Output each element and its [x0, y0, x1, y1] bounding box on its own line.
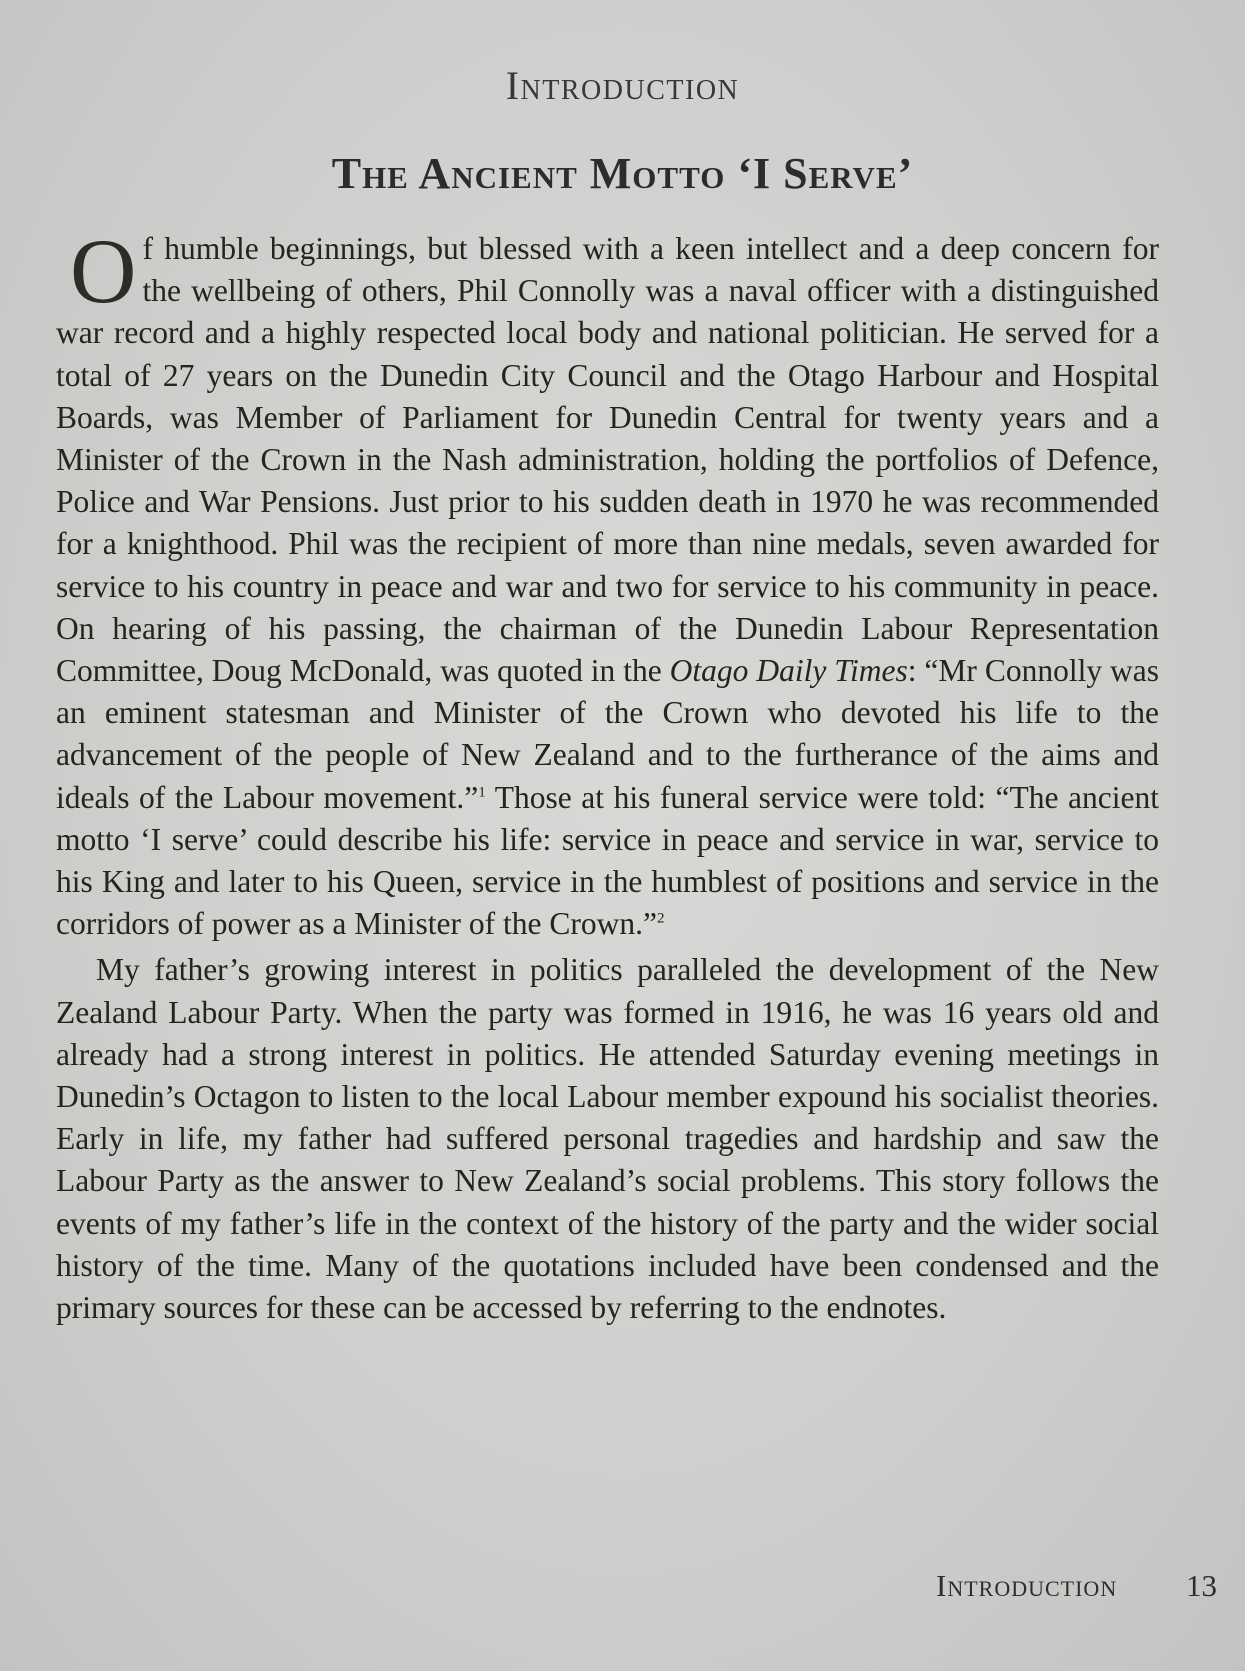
footer-running-title: Introduction [936, 1568, 1118, 1603]
page-footer [0, 1568, 1245, 1608]
paragraph-1-text-a: f humble beginnings, but blessed with a keen intellect and a deep concern for the wellbeing of others, Phil Connolly was a naval officer with a distinguished war record and a highly respected local body and national politician. He served for a total of 27 years on the Dunedin City Council and the Otago Harbour and Hospital Boards, was Member of Parliament for Dunedin Central for twenty years and a Minister of the Crown in the Nash administration, holding the portfolios of Defence, Police and War Pensions. Just prior to his sudden death in 1970 he was recommended for a knighthood. Phil was the recipient of more than nine medals, seven awarded for service to his country in peace and war and two for service to his community in peace. On hearing of his passing, the chairman of the Dunedin Labour Representation Committee, Doug McDonald, was quoted in the [56, 231, 1159, 689]
chapter-title: The Ancient Motto ‘I Serve’ [331, 149, 914, 198]
drop-cap: O [70, 220, 137, 322]
running-head: Introduction [505, 63, 740, 108]
page-number: 13 [1186, 1568, 1217, 1603]
paragraph-1-text-c: Those at his funeral service were told: “The ancient motto ‘I serve’ could describe his life: service in peace and service in war, service to his King and later to his Queen, service in the humblest of positions and service in the corridors of power as a Minister of the Crown.” [56, 779, 1159, 942]
footnote-ref-2[interactable]: 2 [656, 910, 665, 927]
body-text [56, 220, 1160, 1329]
paragraph-1 [56, 220, 1160, 945]
paragraph-1-text-b: : “Mr Connolly was an eminent statesman and Minister of the Crown who devoted his life to the advancement of the people of New Zealand and to the furtherance of the aims and ideals of the Labour movement.” [56, 653, 1160, 815]
paragraph-2: My father’s growing interest in politics paralleled the development of the New Zealand Labour Party. When the party was formed in 1916, he was 16 years old and already had a strong interest in politics. He attended Saturday evening meetings in Dunedin’s Octagon to listen to the local Labour member expound his socialist theories. Early in life, my father had suffered personal tragedies and hardship and saw the Labour Party as the answer to New Zealand’s social problems. This story follows the events of my father’s life in the context of the history of the party and the wider social history of the time. Many of the quotations included have been condensed and the primary sources for these can be accessed by referring to the endnotes. [56, 952, 1159, 1326]
newspaper-title: Otago Daily Times [669, 653, 908, 689]
footnote-ref-1[interactable]: 1 [478, 784, 486, 801]
